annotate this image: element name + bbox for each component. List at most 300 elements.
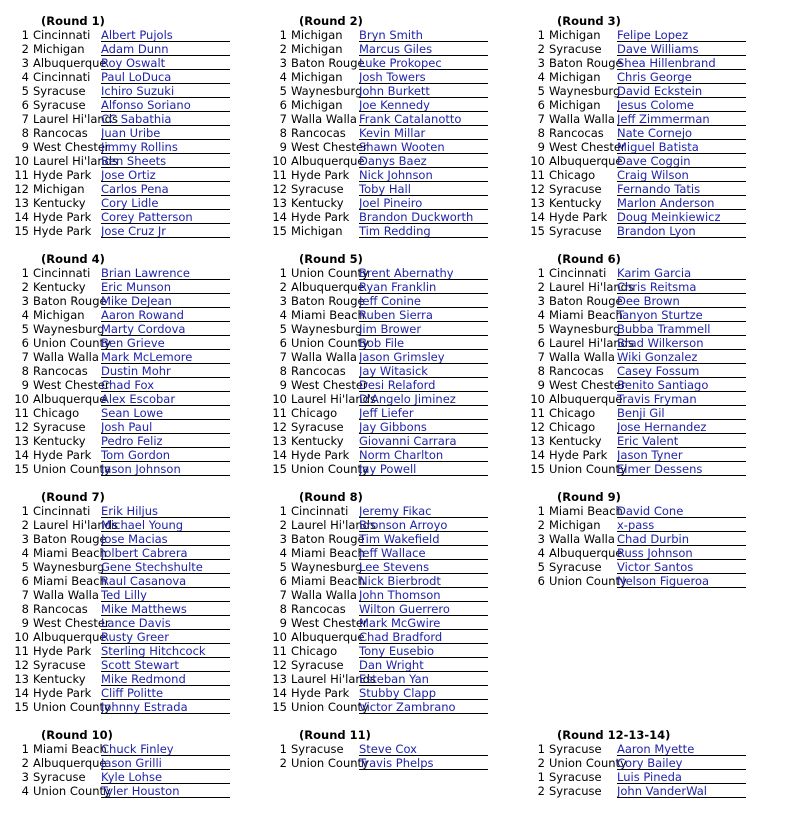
player-link[interactable]: David Eckstein bbox=[617, 84, 746, 98]
pick-number: 14 bbox=[14, 448, 29, 462]
player-link[interactable]: Ben Sheets bbox=[101, 154, 230, 168]
pick-row bbox=[270, 364, 530, 378]
player-link[interactable]: Jason Grilli bbox=[101, 756, 230, 770]
pick-row bbox=[270, 28, 530, 42]
pick-number: 4 bbox=[279, 546, 287, 560]
player-link[interactable]: Dustin Mohr bbox=[101, 364, 230, 378]
pick-team: Kentucky bbox=[33, 672, 86, 686]
pick-row bbox=[528, 42, 788, 56]
player-link[interactable]: Jay Powell bbox=[359, 462, 488, 476]
pick-number: 6 bbox=[279, 336, 287, 350]
pick-row bbox=[528, 98, 788, 112]
pick-number: 3 bbox=[21, 770, 29, 784]
pick-number: 1 bbox=[537, 266, 545, 280]
player-link[interactable]: Miguel Batista bbox=[617, 140, 746, 154]
pick-team: Hyde Park bbox=[33, 686, 92, 700]
player-link[interactable]: Luis Pineda bbox=[617, 770, 746, 784]
pick-team: Syracuse bbox=[291, 742, 344, 756]
player-link[interactable]: Bubba Trammell bbox=[617, 322, 746, 336]
pick-row bbox=[12, 462, 272, 476]
player-link[interactable]: Esteban Yan bbox=[359, 672, 488, 686]
pick-row bbox=[12, 140, 272, 154]
player-link[interactable]: Brad Wilkerson bbox=[617, 336, 746, 350]
pick-team: Walla Walla bbox=[549, 350, 615, 364]
player-link[interactable]: Doug Meinkiewicz bbox=[617, 210, 746, 224]
player-link[interactable]: Felipe Lopez bbox=[617, 28, 746, 42]
pick-row bbox=[12, 196, 272, 210]
pick-row bbox=[12, 112, 272, 126]
player-link[interactable]: Dave Williams bbox=[617, 42, 746, 56]
player-link[interactable]: Alfonso Soriano bbox=[101, 98, 230, 112]
player-link[interactable]: Kevin Millar bbox=[359, 126, 488, 140]
player-link[interactable]: Mike Redmond bbox=[101, 672, 230, 686]
player-link[interactable]: John Thomson bbox=[359, 588, 488, 602]
pick-team: Hyde Park bbox=[549, 448, 608, 462]
pick-team: Chicago bbox=[549, 420, 596, 434]
player-link[interactable]: Marty Cordova bbox=[101, 322, 230, 336]
pick-number: 2 bbox=[537, 756, 545, 770]
pick-row bbox=[270, 322, 530, 336]
pick-number: 8 bbox=[537, 126, 545, 140]
pick-row bbox=[528, 322, 788, 336]
player-link[interactable]: Gene Stechshulte bbox=[101, 560, 230, 574]
player-link[interactable]: Tanyon Sturtze bbox=[617, 308, 746, 322]
pick-team: Syracuse bbox=[549, 784, 602, 798]
pick-row bbox=[528, 336, 788, 350]
pick-team: Union County bbox=[549, 756, 627, 770]
pick-number: 9 bbox=[537, 378, 545, 392]
pick-team: Syracuse bbox=[33, 420, 86, 434]
player-link[interactable]: Luke Prokopec bbox=[359, 56, 488, 70]
pick-team: Walla Walla bbox=[549, 112, 615, 126]
pick-row bbox=[270, 742, 530, 756]
pick-team: Albuquerque bbox=[33, 630, 107, 644]
pick-number: 4 bbox=[537, 308, 545, 322]
player-link[interactable]: Benito Santiago bbox=[617, 378, 746, 392]
player-link[interactable]: Paul LoDuca bbox=[101, 70, 230, 84]
pick-team: Waynesburg bbox=[549, 84, 621, 98]
pick-number: 11 bbox=[14, 406, 29, 420]
pick-row bbox=[270, 294, 530, 308]
pick-team: Syracuse bbox=[549, 224, 602, 238]
player-link[interactable]: Brian Lawrence bbox=[101, 266, 230, 280]
pick-number: 11 bbox=[272, 644, 287, 658]
pick-row bbox=[12, 630, 272, 644]
player-link[interactable]: Jose Hernandez bbox=[617, 420, 746, 434]
pick-row bbox=[12, 126, 272, 140]
pick-row bbox=[270, 308, 530, 322]
player-link[interactable]: Dave Coggin bbox=[617, 154, 746, 168]
player-link[interactable]: Jose Macias bbox=[101, 532, 230, 546]
player-link[interactable]: Eric Valent bbox=[617, 434, 746, 448]
pick-team: Albuquerque bbox=[549, 154, 623, 168]
pick-number: 7 bbox=[21, 112, 29, 126]
pick-team: Michigan bbox=[549, 518, 601, 532]
pick-number: 4 bbox=[279, 308, 287, 322]
pick-row bbox=[528, 294, 788, 308]
pick-number: 15 bbox=[272, 700, 287, 714]
player-link[interactable]: Carlos Pena bbox=[101, 182, 230, 196]
player-link[interactable]: Mark McLemore bbox=[101, 350, 230, 364]
player-link[interactable]: CC Sabathia bbox=[101, 112, 230, 126]
pick-number: 10 bbox=[272, 154, 287, 168]
pick-row bbox=[12, 294, 272, 308]
player-link[interactable]: Elmer Dessens bbox=[617, 462, 746, 476]
player-link[interactable]: Nick Johnson bbox=[359, 168, 488, 182]
pick-row bbox=[270, 756, 530, 770]
player-link[interactable]: Aaron Rowand bbox=[101, 308, 230, 322]
pick-team: Rancocas bbox=[549, 126, 604, 140]
pick-row bbox=[528, 182, 788, 196]
pick-team: Rancocas bbox=[33, 602, 88, 616]
pick-row bbox=[12, 266, 272, 280]
player-link[interactable]: Tom Gordon bbox=[101, 448, 230, 462]
pick-number: 9 bbox=[537, 140, 545, 154]
player-link[interactable]: Jason Tyner bbox=[617, 448, 746, 462]
pick-row bbox=[528, 196, 788, 210]
pick-number: 1 bbox=[21, 28, 29, 42]
pick-number: 1 bbox=[279, 742, 287, 756]
pick-team: Laurel Hi'lands bbox=[291, 672, 376, 686]
player-link[interactable]: Jeff Conine bbox=[359, 294, 488, 308]
player-link[interactable]: Joel Pineiro bbox=[359, 196, 488, 210]
player-link[interactable]: Dan Wright bbox=[359, 658, 488, 672]
player-link[interactable]: Desi Relaford bbox=[359, 378, 488, 392]
player-link[interactable]: Joe Kennedy bbox=[359, 98, 488, 112]
player-link[interactable]: D'Angelo Jiminez bbox=[359, 392, 488, 406]
player-link[interactable]: Ted Lilly bbox=[101, 588, 230, 602]
player-link[interactable]: Lance Davis bbox=[101, 616, 230, 630]
pick-number: 14 bbox=[14, 210, 29, 224]
pick-number: 4 bbox=[21, 546, 29, 560]
player-link[interactable]: Brandon Lyon bbox=[617, 224, 746, 238]
player-link[interactable]: Shawn Wooten bbox=[359, 140, 488, 154]
player-link[interactable]: Wilton Guerrero bbox=[359, 602, 488, 616]
pick-row bbox=[270, 378, 530, 392]
player-link[interactable]: Victor Zambrano bbox=[359, 700, 488, 714]
pick-row bbox=[270, 602, 530, 616]
player-link[interactable]: Alex Escobar bbox=[101, 392, 230, 406]
player-link[interactable]: Rusty Greer bbox=[101, 630, 230, 644]
pick-row bbox=[270, 210, 530, 224]
player-link[interactable]: Chad Fox bbox=[101, 378, 230, 392]
pick-team: Syracuse bbox=[33, 84, 86, 98]
player-link[interactable]: David Cone bbox=[617, 504, 746, 518]
player-link[interactable]: Albert Pujols bbox=[101, 28, 230, 42]
player-link[interactable]: Craig Wilson bbox=[617, 168, 746, 182]
player-link[interactable]: Jay Witasick bbox=[359, 364, 488, 378]
pick-team: Kentucky bbox=[33, 280, 86, 294]
pick-number: 11 bbox=[530, 406, 545, 420]
pick-team: West Chester bbox=[549, 140, 626, 154]
player-link[interactable]: Juan Uribe bbox=[101, 126, 230, 140]
pick-team: Waynesburg bbox=[549, 322, 621, 336]
player-link[interactable]: Aaron Myette bbox=[617, 742, 746, 756]
pick-number: 2 bbox=[21, 42, 29, 56]
player-link[interactable]: Jeff Zimmerman bbox=[617, 112, 746, 126]
player-link[interactable]: Jay Gibbons bbox=[359, 420, 488, 434]
player-link[interactable]: John VanderWal bbox=[617, 784, 746, 798]
player-link[interactable]: Jeff Liefer bbox=[359, 406, 488, 420]
pick-team: Albuquerque bbox=[291, 154, 365, 168]
pick-number: 3 bbox=[21, 56, 29, 70]
pick-number: 4 bbox=[21, 784, 29, 798]
player-link[interactable]: John Burkett bbox=[359, 84, 488, 98]
player-link[interactable]: Tim Redding bbox=[359, 224, 488, 238]
player-link[interactable]: Scott Stewart bbox=[101, 658, 230, 672]
pick-row bbox=[270, 70, 530, 84]
pick-team: Miami Beach bbox=[549, 308, 623, 322]
player-link[interactable]: Sean Lowe bbox=[101, 406, 230, 420]
player-link[interactable]: Victor Santos bbox=[617, 560, 746, 574]
pick-team: Syracuse bbox=[33, 98, 86, 112]
pick-number: 9 bbox=[21, 140, 29, 154]
pick-number: 8 bbox=[21, 602, 29, 616]
player-link[interactable]: Karim Garcia bbox=[617, 266, 746, 280]
player-link[interactable]: Chris Reitsma bbox=[617, 280, 746, 294]
pick-row bbox=[270, 154, 530, 168]
pick-team: Kentucky bbox=[33, 434, 86, 448]
pick-row bbox=[12, 182, 272, 196]
player-link[interactable]: Marcus Giles bbox=[359, 42, 488, 56]
player-link[interactable]: Brandon Duckworth bbox=[359, 210, 488, 224]
player-link[interactable]: Eric Munson bbox=[101, 280, 230, 294]
pick-team: Rancocas bbox=[33, 126, 88, 140]
player-link[interactable]: Jeremy Fikac bbox=[359, 504, 488, 518]
player-link[interactable]: Brent Abernathy bbox=[359, 266, 488, 280]
pick-team: Syracuse bbox=[33, 770, 86, 784]
pick-row bbox=[12, 588, 272, 602]
pick-number: 2 bbox=[21, 518, 29, 532]
player-link[interactable]: Ichiro Suzuki bbox=[101, 84, 230, 98]
pick-number: 7 bbox=[279, 112, 287, 126]
pick-number: 15 bbox=[530, 462, 545, 476]
player-link[interactable]: Jolbert Cabrera bbox=[101, 546, 230, 560]
player-link[interactable]: Ruben Sierra bbox=[359, 308, 488, 322]
pick-row bbox=[12, 378, 272, 392]
pick-row bbox=[270, 644, 530, 658]
pick-row bbox=[12, 392, 272, 406]
pick-team: West Chester bbox=[33, 140, 110, 154]
player-link[interactable]: Josh Paul bbox=[101, 420, 230, 434]
player-link[interactable]: Corey Patterson bbox=[101, 210, 230, 224]
pick-number: 14 bbox=[272, 686, 287, 700]
pick-number: 4 bbox=[21, 70, 29, 84]
player-link[interactable]: Johnny Estrada bbox=[101, 700, 230, 714]
pick-number: 5 bbox=[21, 84, 29, 98]
pick-row bbox=[270, 686, 530, 700]
pick-team: Miami Beach bbox=[33, 574, 107, 588]
pick-row bbox=[12, 700, 272, 714]
pick-row bbox=[528, 462, 788, 476]
pick-team: Walla Walla bbox=[291, 588, 357, 602]
pick-team: Kentucky bbox=[549, 434, 602, 448]
player-link[interactable]: Erik Hiljus bbox=[101, 504, 230, 518]
pick-team: Syracuse bbox=[549, 182, 602, 196]
pick-number: 5 bbox=[537, 560, 545, 574]
player-link[interactable]: Mark McGwire bbox=[359, 616, 488, 630]
player-link[interactable]: Benji Gil bbox=[617, 406, 746, 420]
pick-number: 14 bbox=[272, 210, 287, 224]
player-link[interactable]: Chad Durbin bbox=[617, 532, 746, 546]
pick-row bbox=[12, 574, 272, 588]
player-link[interactable]: Giovanni Carrara bbox=[359, 434, 488, 448]
pick-row bbox=[528, 126, 788, 140]
pick-row bbox=[12, 616, 272, 630]
player-link[interactable]: Dee Brown bbox=[617, 294, 746, 308]
player-link[interactable]: Nelson Figueroa bbox=[617, 574, 746, 588]
pick-number: 12 bbox=[530, 420, 545, 434]
player-link[interactable]: Jimmy Rollins bbox=[101, 140, 230, 154]
pick-row bbox=[270, 168, 530, 182]
pick-row bbox=[528, 140, 788, 154]
player-link[interactable]: Russ Johnson bbox=[617, 546, 746, 560]
pick-team: Chicago bbox=[549, 168, 596, 182]
player-link[interactable]: Frank Catalanotto bbox=[359, 112, 488, 126]
pick-team: Syracuse bbox=[291, 658, 344, 672]
pick-row bbox=[528, 168, 788, 182]
player-link[interactable]: Josh Towers bbox=[359, 70, 488, 84]
player-link[interactable]: Ben Grieve bbox=[101, 336, 230, 350]
pick-row bbox=[528, 742, 788, 756]
pick-row bbox=[528, 210, 788, 224]
pick-number: 10 bbox=[272, 630, 287, 644]
pick-team: Miami Beach bbox=[33, 546, 107, 560]
pick-team: Kentucky bbox=[549, 196, 602, 210]
player-link[interactable]: Chuck Finley bbox=[101, 742, 230, 756]
pick-team: Union County bbox=[291, 266, 369, 280]
player-link[interactable]: Cory Lidle bbox=[101, 196, 230, 210]
pick-row bbox=[528, 350, 788, 364]
player-link[interactable]: Bob File bbox=[359, 336, 488, 350]
player-link[interactable]: Tony Eusebio bbox=[359, 644, 488, 658]
player-link[interactable]: Cory Bailey bbox=[617, 756, 746, 770]
player-link[interactable]: Raul Casanova bbox=[101, 574, 230, 588]
player-link[interactable]: Shea Hillenbrand bbox=[617, 56, 746, 70]
pick-row bbox=[12, 672, 272, 686]
player-link[interactable]: Mike DeJean bbox=[101, 294, 230, 308]
pick-row bbox=[12, 224, 272, 238]
pick-row bbox=[528, 420, 788, 434]
player-link[interactable]: Adam Dunn bbox=[101, 42, 230, 56]
pick-number: 11 bbox=[14, 168, 29, 182]
player-link[interactable]: Jason Johnson bbox=[101, 462, 230, 476]
pick-number: 6 bbox=[279, 98, 287, 112]
player-link[interactable]: Travis Phelps bbox=[359, 756, 488, 770]
pick-row bbox=[12, 644, 272, 658]
player-link[interactable]: Norm Charlton bbox=[359, 448, 488, 462]
pick-row bbox=[12, 168, 272, 182]
pick-team: Albuquerque bbox=[33, 56, 107, 70]
player-link[interactable]: Sterling Hitchcock bbox=[101, 644, 230, 658]
pick-row bbox=[12, 308, 272, 322]
player-link[interactable]: Kyle Lohse bbox=[101, 770, 230, 784]
pick-number: 2 bbox=[537, 42, 545, 56]
player-link[interactable]: Nick Bierbrodt bbox=[359, 574, 488, 588]
pick-team: Kentucky bbox=[291, 434, 344, 448]
player-link[interactable]: Jose Ortiz bbox=[101, 168, 230, 182]
pick-row bbox=[270, 434, 530, 448]
pick-row bbox=[12, 742, 272, 756]
pick-row bbox=[270, 42, 530, 56]
pick-team: Laurel Hi'lands bbox=[291, 392, 376, 406]
player-link[interactable]: Chad Bradford bbox=[359, 630, 488, 644]
player-link[interactable]: Jeff Wallace bbox=[359, 546, 488, 560]
player-link[interactable]: Chris George bbox=[617, 70, 746, 84]
pick-row bbox=[12, 364, 272, 378]
pick-team: Walla Walla bbox=[291, 112, 357, 126]
pick-team: Chicago bbox=[291, 406, 338, 420]
player-link[interactable]: Fernando Tatis bbox=[617, 182, 746, 196]
pick-row bbox=[12, 420, 272, 434]
pick-team: Baton Rouge bbox=[291, 56, 365, 70]
player-link[interactable]: Lee Stevens bbox=[359, 560, 488, 574]
pick-row bbox=[270, 700, 530, 714]
pick-team: Hyde Park bbox=[291, 686, 350, 700]
player-link[interactable]: Jason Grimsley bbox=[359, 350, 488, 364]
player-link[interactable]: Tyler Houston bbox=[101, 784, 230, 798]
pick-number: 2 bbox=[279, 756, 287, 770]
pick-number: 7 bbox=[21, 588, 29, 602]
pick-team: Hyde Park bbox=[291, 210, 350, 224]
pick-row bbox=[12, 448, 272, 462]
pick-row bbox=[270, 448, 530, 462]
player-link[interactable]: Ryan Franklin bbox=[359, 280, 488, 294]
player-link[interactable]: Roy Oswalt bbox=[101, 56, 230, 70]
player-link[interactable]: Toby Hall bbox=[359, 182, 488, 196]
player-link[interactable]: Bronson Arroyo bbox=[359, 518, 488, 532]
player-link[interactable]: Steve Cox bbox=[359, 742, 488, 756]
player-link[interactable]: Wiki Gonzalez bbox=[617, 350, 746, 364]
player-link[interactable]: Michael Young bbox=[101, 518, 230, 532]
player-link[interactable]: Jesus Colome bbox=[617, 98, 746, 112]
player-link[interactable]: Jose Cruz Jr bbox=[101, 224, 230, 238]
pick-row bbox=[270, 672, 530, 686]
pick-number: 14 bbox=[272, 448, 287, 462]
pick-team: Laurel Hi'lands bbox=[33, 154, 118, 168]
pick-row bbox=[528, 112, 788, 126]
pick-row bbox=[270, 560, 530, 574]
player-link[interactable]: Marlon Anderson bbox=[617, 196, 746, 210]
pick-number: 9 bbox=[279, 140, 287, 154]
player-link[interactable]: Jim Brower bbox=[359, 322, 488, 336]
pick-team: Union County bbox=[291, 336, 369, 350]
player-link[interactable]: Nate Cornejo bbox=[617, 126, 746, 140]
pick-row bbox=[12, 322, 272, 336]
player-link[interactable]: Bryn Smith bbox=[359, 28, 488, 42]
pick-team: Albuquerque bbox=[33, 756, 107, 770]
pick-row bbox=[528, 28, 788, 42]
player-link[interactable]: Stubby Clapp bbox=[359, 686, 488, 700]
pick-team: Waynesburg bbox=[33, 322, 105, 336]
pick-number: 3 bbox=[279, 56, 287, 70]
pick-row bbox=[12, 756, 272, 770]
pick-row bbox=[270, 266, 530, 280]
player-link[interactable]: Pedro Feliz bbox=[101, 434, 230, 448]
player-link[interactable]: Travis Fryman bbox=[617, 392, 746, 406]
player-link[interactable]: x-pass bbox=[617, 518, 746, 532]
player-link[interactable]: Tim Wakefield bbox=[359, 532, 488, 546]
pick-team: Baton Rouge bbox=[33, 532, 107, 546]
player-link[interactable]: Casey Fossum bbox=[617, 364, 746, 378]
player-link[interactable]: Cliff Politte bbox=[101, 686, 230, 700]
pick-team: Union County bbox=[549, 462, 627, 476]
pick-number: 9 bbox=[279, 616, 287, 630]
player-link[interactable]: Mike Matthews bbox=[101, 602, 230, 616]
player-link[interactable]: Danys Baez bbox=[359, 154, 488, 168]
pick-number: 3 bbox=[21, 532, 29, 546]
pick-team: Michigan bbox=[291, 224, 343, 238]
